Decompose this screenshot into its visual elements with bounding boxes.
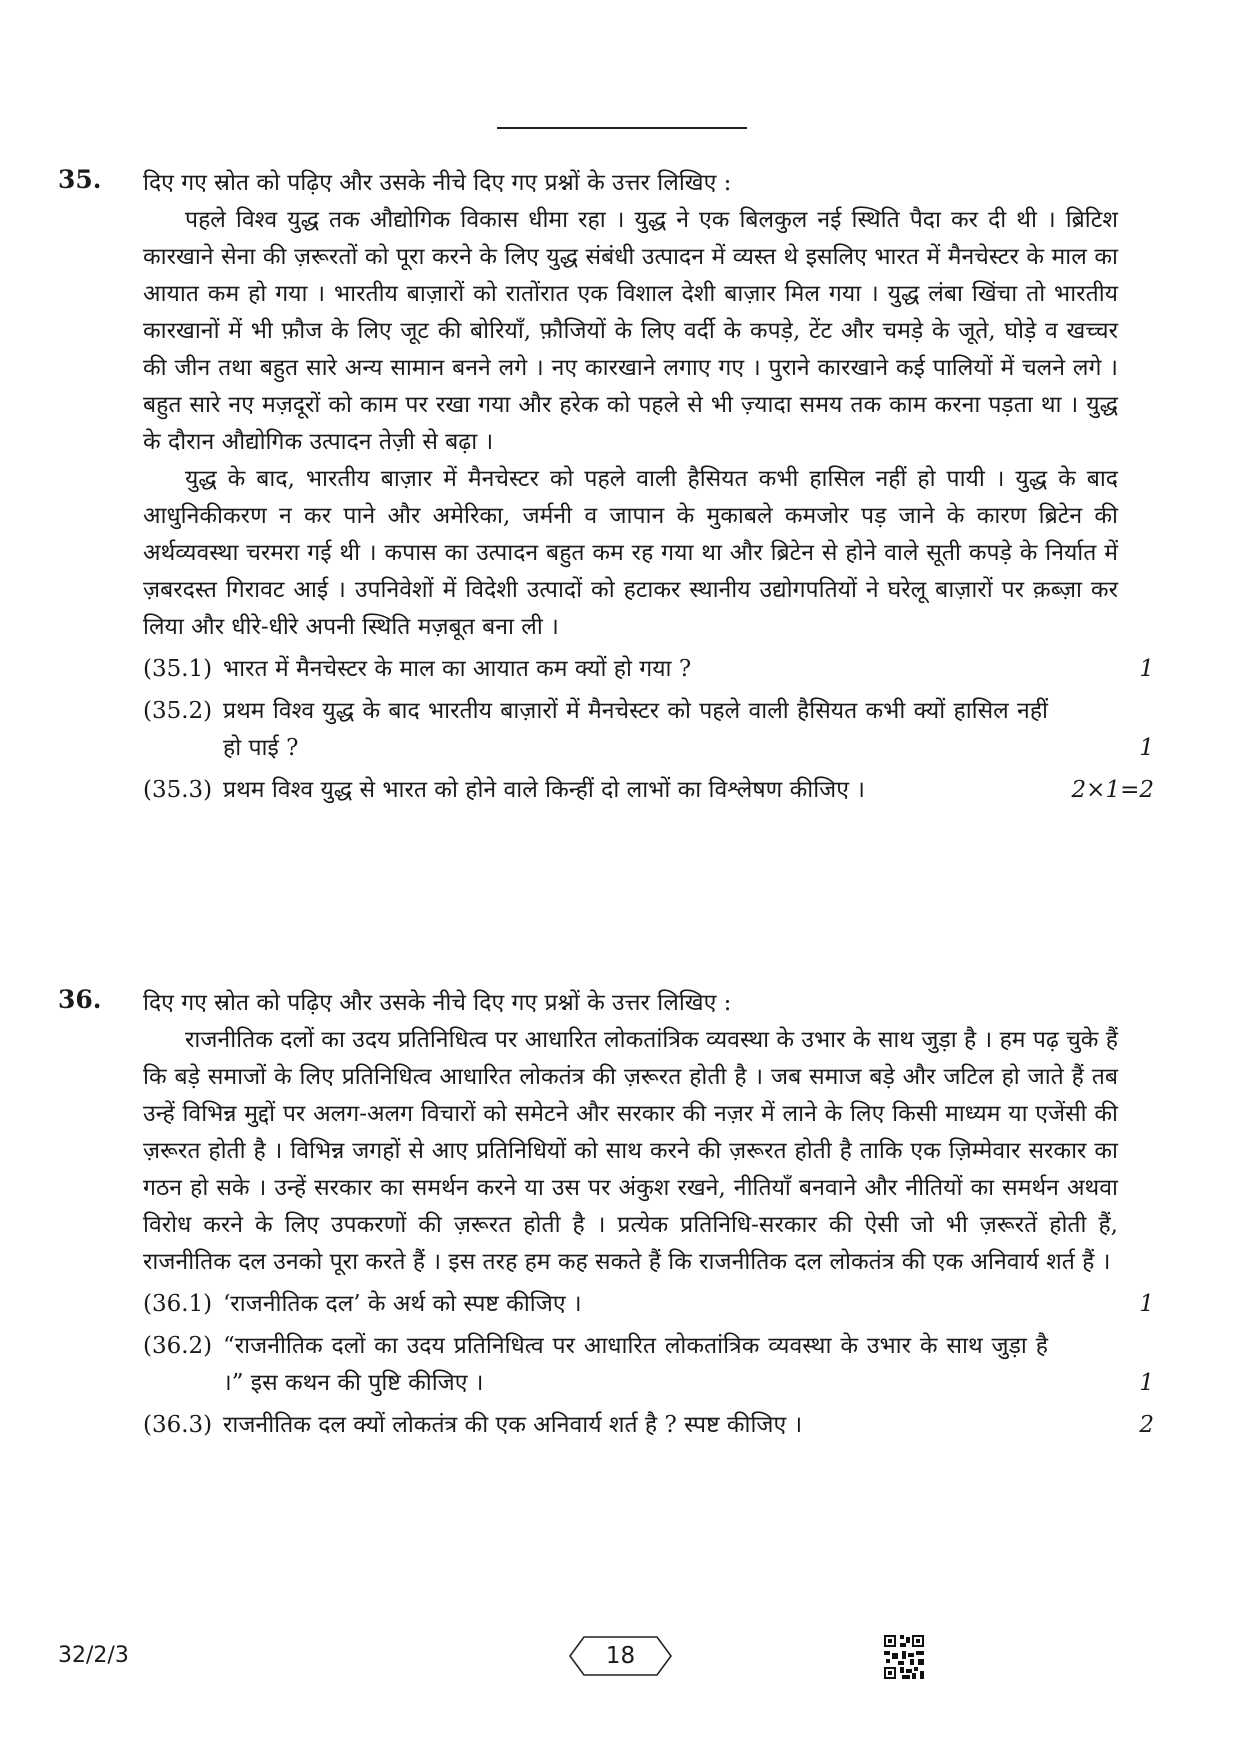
question-body	[143, 985, 1154, 1444]
subquestion-number: (35.1)	[143, 656, 213, 682]
subquestion-text: “राजनीतिक दलों का उदय प्रतिनिधित्व पर आधारित लोकतांत्रिक व्यवस्था के उभार के साथ जुड़ा है ।” इस कथन की पुष्टि कीजिए ।	[223, 1333, 1048, 1396]
qr-code-icon	[884, 1635, 924, 1679]
question-number: 35.	[58, 165, 102, 194]
marks: 2	[1139, 1412, 1154, 1438]
subquestion-36-2	[143, 1328, 1154, 1402]
subquestion-number: (36.1)	[143, 1291, 213, 1317]
source-paragraph: राजनीतिक दलों का उदय प्रतिनिधित्व पर आधारित लोकतांत्रिक व्यवस्था के उभार के साथ जुड़ा है । हम पढ़ चुके हैं कि बड़े समाजों के लिए प्रतिनिधित्व आधारित लोकतंत्र की ज़रूरत होती है । जब समाज बड़े और जटिल हो जाते हैं तब उन्हें विभिन्न मुद्दों पर अलग-अलग विचारों को समेटने और सरकार की नज़र में लाने के लिए किसी माध्यम या एजेंसी की ज़रूरत होती है । विभिन्न जगहों से आए प्रतिनिधियों को साथ करने की ज़रूरत होती है ताकि एक ज़िम्मेवार सरकार का गठन हो सके । उन्हें सरकार का समर्थन करने या उस पर अंकुश रखने, नीतियाँ बनवाने और नीतियों का समर्थन अथवा विरोध करने के लिए उपकरणों की ज़रूरत होती है । प्रत्येक प्रतिनिधि-सरकार की ऐसी जो भी ज़रूरतें होती हैं, राजनीतिक दल उनको पूरा करते हैं । इस तरह हम कह सकते हैं कि राजनीतिक दल लोकतंत्र की एक अनिवार्य शर्त हैं ।	[143, 1027, 1118, 1275]
question-instruction: दिए गए स्रोत को पढ़िए और उसके नीचे दिए गए प्रश्नों के उत्तर लिखिए :	[143, 170, 732, 196]
page-number-badge	[568, 1635, 673, 1677]
marks: 1	[1139, 656, 1154, 682]
marks: 1	[1139, 1291, 1154, 1317]
source-paragraph: पहले विश्व युद्ध तक औद्योगिक विकास धीमा रहा । युद्ध ने एक बिलकुल नई स्थिति पैदा कर दी थी । ब्रिटिश कारखाने सेना की ज़रूरतों को पूरा करने के लिए युद्ध संबंधी उत्पादन में व्यस्त थे इसलिए भारत में मैनचेस्टर के माल का आयात कम हो गया । भारतीय बाज़ारों को रातोंरात एक विशाल देशी बाज़ार मिल गया । युद्ध लंबा खिंचा तो भारतीय कारखानों में भी फ़ौज के लिए जूट की बोरियाँ, फ़ौजियों के लिए वर्दी के कपड़े, टेंट और चमड़े के जूते, घोड़े व खच्चर की जीन तथा बहुत सारे अन्य सामान बनने लगे । नए कारखाने लगाए गए । पुराने कारखाने कई पालियों में चलने लगे । बहुत सारे नए मज़दूरों को काम पर रखा गया और हरेक को पहले से भी ज़्यादा समय तक काम करना पड़ता था । युद्ध के दौरान औद्योगिक उत्पादन तेज़ी से बढ़ा ।	[143, 207, 1118, 455]
subquestion-35-2	[143, 693, 1154, 767]
subquestion-text: प्रथम विश्व युद्ध के बाद भारतीय बाज़ारों में मैनचेस्टर को पहले वाली हैसियत कभी क्यों हासिल नहीं हो पाई ?	[223, 698, 1048, 761]
subquestion-36-1	[143, 1286, 1154, 1323]
question-36	[58, 985, 1178, 1444]
top-separator-line	[497, 127, 747, 129]
subquestion-number: (35.3)	[143, 777, 213, 803]
subquestion-35-3	[143, 772, 1154, 809]
marks: 1	[1139, 735, 1154, 761]
question-number: 36.	[58, 985, 102, 1014]
subquestion-text: ‘राजनीतिक दल’ के अर्थ को स्पष्ट कीजिए ।	[223, 1291, 582, 1317]
subquestion-number: (36.3)	[143, 1412, 213, 1438]
source-paragraph: युद्ध के बाद, भारतीय बाज़ार में मैनचेस्टर को पहले वाली हैसियत कभी हासिल नहीं हो पायी । युद्ध के बाद आधुनिकीकरण न कर पाने और अमेरिका, जर्मनी व जापान के मुकाबले कमजोर पड़ जाने के कारण ब्रिटेन की अर्थव्यवस्था चरमरा गई थी । कपास का उत्पादन बहुत कम रह गया था और ब्रिटेन से होने वाले सूती कपड़े के निर्यात में ज़बरदस्त गिरावट आई । उपनिवेशों में विदेशी उत्पादों को हटाकर स्थानीय उद्योगपतियों ने घरेलू बाज़ारों पर क़ब्ज़ा कर लिया और धीरे-धीरे अपनी स्थिति मज़बूत बना ली ।	[143, 466, 1118, 640]
subquestion-35-1	[143, 651, 1154, 688]
page-number: 18	[605, 1643, 636, 1669]
subquestion-number: (35.2)	[143, 698, 213, 724]
marks: 1	[1139, 1370, 1154, 1396]
marks: 2×1=2	[1071, 777, 1154, 803]
subquestion-text: भारत में मैनचेस्टर के माल का आयात कम क्यों हो गया ?	[223, 656, 692, 682]
page-footer	[0, 1635, 1241, 1685]
question-body	[143, 165, 1154, 809]
subquestion-text: राजनीतिक दल क्यों लोकतंत्र की एक अनिवार्य शर्त है ? स्पष्ट कीजिए ।	[223, 1412, 803, 1438]
question-35	[58, 165, 1178, 809]
paper-code: 32/2/3	[58, 1643, 129, 1668]
question-instruction: दिए गए स्रोत को पढ़िए और उसके नीचे दिए गए प्रश्नों के उत्तर लिखिए :	[143, 990, 732, 1016]
subquestion-number: (36.2)	[143, 1333, 213, 1359]
subquestion-text: प्रथम विश्व युद्ध से भारत को होने वाले किन्हीं दो लाभों का विश्लेषण कीजिए ।	[223, 777, 865, 803]
subquestion-36-3	[143, 1407, 1154, 1444]
